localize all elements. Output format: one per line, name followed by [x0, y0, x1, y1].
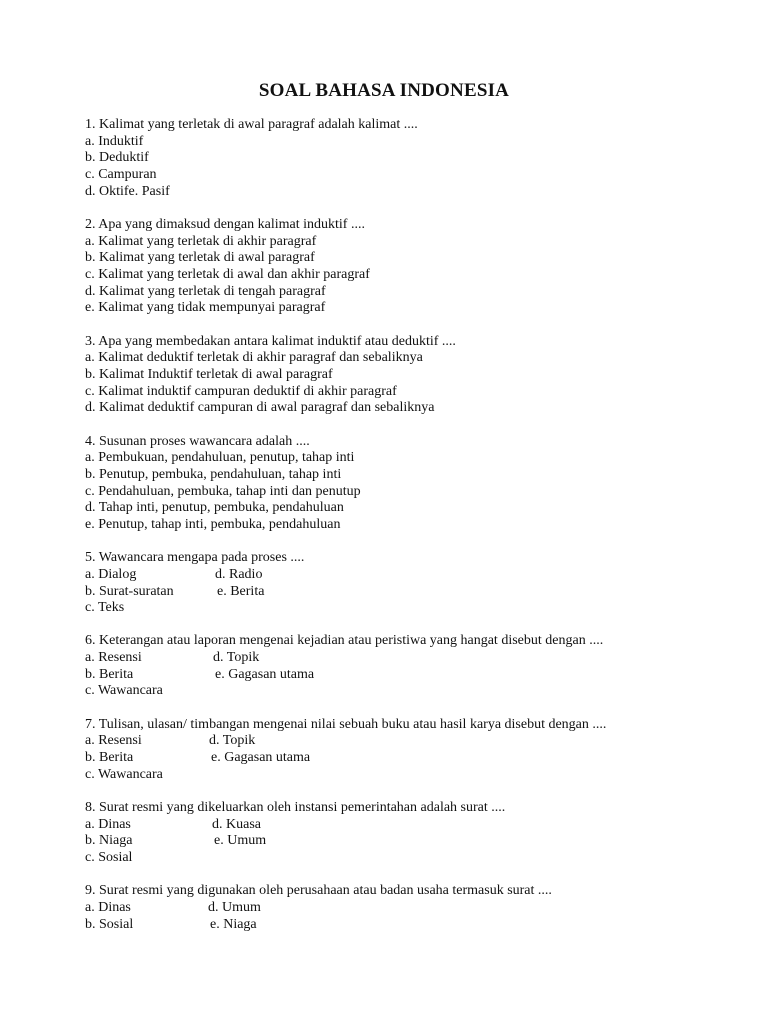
question-5 — [85, 550, 728, 617]
question-stem: 4. Susunan proses wawancara adalah .... — [85, 433, 310, 449]
question-stem: 3. Apa yang membedakan antara kalimat induktif atau deduktif .... — [85, 333, 456, 349]
answer-option: c. Wawancara — [85, 683, 163, 699]
option-row — [85, 350, 728, 367]
answer-option: c. Campuran — [85, 167, 157, 183]
answer-option: c. Teks — [85, 600, 125, 616]
answer-option: e. Gagasan utama — [211, 750, 311, 765]
question-stem: 9. Surat resmi yang digunakan oleh perusahaan atau badan usaha termasuk surat .... — [85, 883, 552, 899]
option-row — [85, 267, 728, 284]
answer-option: d. Tahap inti, penutup, pembuka, pendahuluan — [85, 500, 344, 516]
answer-option: d. Kalimat yang terletak di tengah paragraf — [85, 283, 326, 299]
answer-option: b. Kalimat Induktif terletak di awal paragraf — [85, 366, 333, 382]
question-1 — [85, 117, 728, 200]
answer-option: b. Surat-suratan — [85, 583, 174, 599]
answer-option: a. Induktif — [85, 133, 144, 149]
option-row — [85, 584, 728, 601]
option-row — [85, 284, 728, 301]
question-6 — [85, 633, 728, 700]
question-stem: 8. Surat resmi yang dikeluarkan oleh instansi pemerintahan adalah surat .... — [85, 799, 506, 815]
answer-option: e. Umum — [214, 833, 267, 849]
question-2 — [85, 217, 728, 317]
option-row — [85, 384, 728, 401]
answer-option: a. Pembukuan, pendahuluan, penutup, tahap inti — [85, 450, 355, 466]
option-row — [85, 467, 728, 484]
answer-option: b. Kalimat yang terletak di awal paragraf — [85, 250, 315, 266]
option-row — [85, 484, 728, 501]
answer-option: d. Oktife. Pasif — [85, 183, 170, 199]
answer-option: b. Penutup, pembuka, pendahuluan, tahap inti — [85, 466, 342, 482]
answer-option: c. Pendahuluan, pembuka, tahap inti dan penutup — [85, 483, 361, 499]
question-stem: 6. Keterangan atau laporan mengenai kejadian atau peristiwa yang hangat disebut dengan .... — [85, 633, 604, 649]
option-row — [85, 450, 728, 467]
option-row — [85, 767, 728, 784]
question-8 — [85, 800, 728, 867]
answer-option: a. Kalimat deduktif terletak di akhir paragraf dan sebaliknya — [85, 350, 423, 366]
answer-option: d. Radio — [215, 566, 263, 582]
answer-option: b. Niaga — [85, 833, 133, 849]
answer-option: b. Berita — [85, 666, 134, 682]
answer-option: d. Kuasa — [212, 816, 261, 832]
question-list — [85, 117, 728, 950]
question-9 — [85, 883, 728, 933]
answer-option: c. Kalimat induktif campuran deduktif di akhir paragraf — [85, 383, 397, 399]
option-row — [85, 850, 728, 867]
option-row — [85, 500, 728, 517]
option-row — [85, 300, 728, 317]
option-row — [85, 733, 728, 750]
question-7 — [85, 717, 728, 784]
option-row — [85, 917, 728, 934]
answer-option: a. Dialog — [85, 566, 137, 582]
option-row — [85, 134, 728, 151]
answer-option: c. Wawancara — [85, 766, 163, 782]
answer-option: d. Kalimat deduktif campuran di awal paragraf dan sebaliknya — [85, 400, 435, 416]
question-3 — [85, 334, 728, 417]
question-stem: 2. Apa yang dimaksud dengan kalimat induktif .... — [85, 216, 365, 232]
option-row — [85, 234, 728, 251]
option-row — [85, 750, 728, 767]
answer-option: a. Resensi — [85, 733, 142, 749]
option-row — [85, 517, 728, 534]
option-row — [85, 650, 728, 667]
answer-option: e. Penutup, tahap inti, pembuka, pendahuluan — [85, 516, 341, 532]
option-row — [85, 167, 728, 184]
page-title: SOAL BAHASA INDONESIA — [258, 80, 510, 101]
option-row — [85, 567, 728, 584]
answer-option: b. Sosial — [85, 916, 134, 932]
question-4 — [85, 434, 728, 534]
option-row — [85, 184, 728, 201]
answer-option: a. Kalimat yang terletak di akhir paragraf — [85, 233, 317, 249]
answer-option: c. Kalimat yang terletak di awal dan akhir paragraf — [85, 267, 370, 282]
answer-option: e. Niaga — [210, 916, 257, 932]
option-row — [85, 817, 728, 834]
option-row — [85, 400, 728, 417]
option-row — [85, 833, 728, 850]
answer-option: e. Gagasan utama — [215, 666, 315, 682]
answer-option: b. Deduktif — [85, 150, 149, 166]
answer-option: b. Berita — [85, 750, 134, 765]
answer-option: d. Umum — [208, 899, 261, 915]
answer-option: e. Berita — [217, 583, 265, 599]
answer-option: a. Resensi — [85, 650, 142, 666]
answer-option: d. Topik — [213, 650, 260, 666]
answer-option: d. Topik — [209, 733, 256, 749]
answer-option: a. Dinas — [85, 816, 131, 832]
option-row — [85, 600, 728, 617]
answer-option: a. Dinas — [85, 899, 131, 915]
question-stem: 1. Kalimat yang terletak di awal paragraf adalah kalimat .... — [85, 117, 418, 132]
option-row — [85, 900, 728, 917]
question-stem: 7. Tulisan, ulasan/ timbangan mengenai nilai sebuah buku atau hasil karya disebut dengan .... — [85, 716, 607, 732]
option-row — [85, 150, 728, 167]
option-row — [85, 667, 728, 684]
option-row — [85, 683, 728, 700]
option-row — [85, 250, 728, 267]
answer-option: c. Sosial — [85, 849, 133, 865]
answer-option: e. Kalimat yang tidak mempunyai paragraf — [85, 300, 326, 316]
option-row — [85, 367, 728, 384]
question-stem: 5. Wawancara mengapa pada proses .... — [85, 550, 305, 566]
